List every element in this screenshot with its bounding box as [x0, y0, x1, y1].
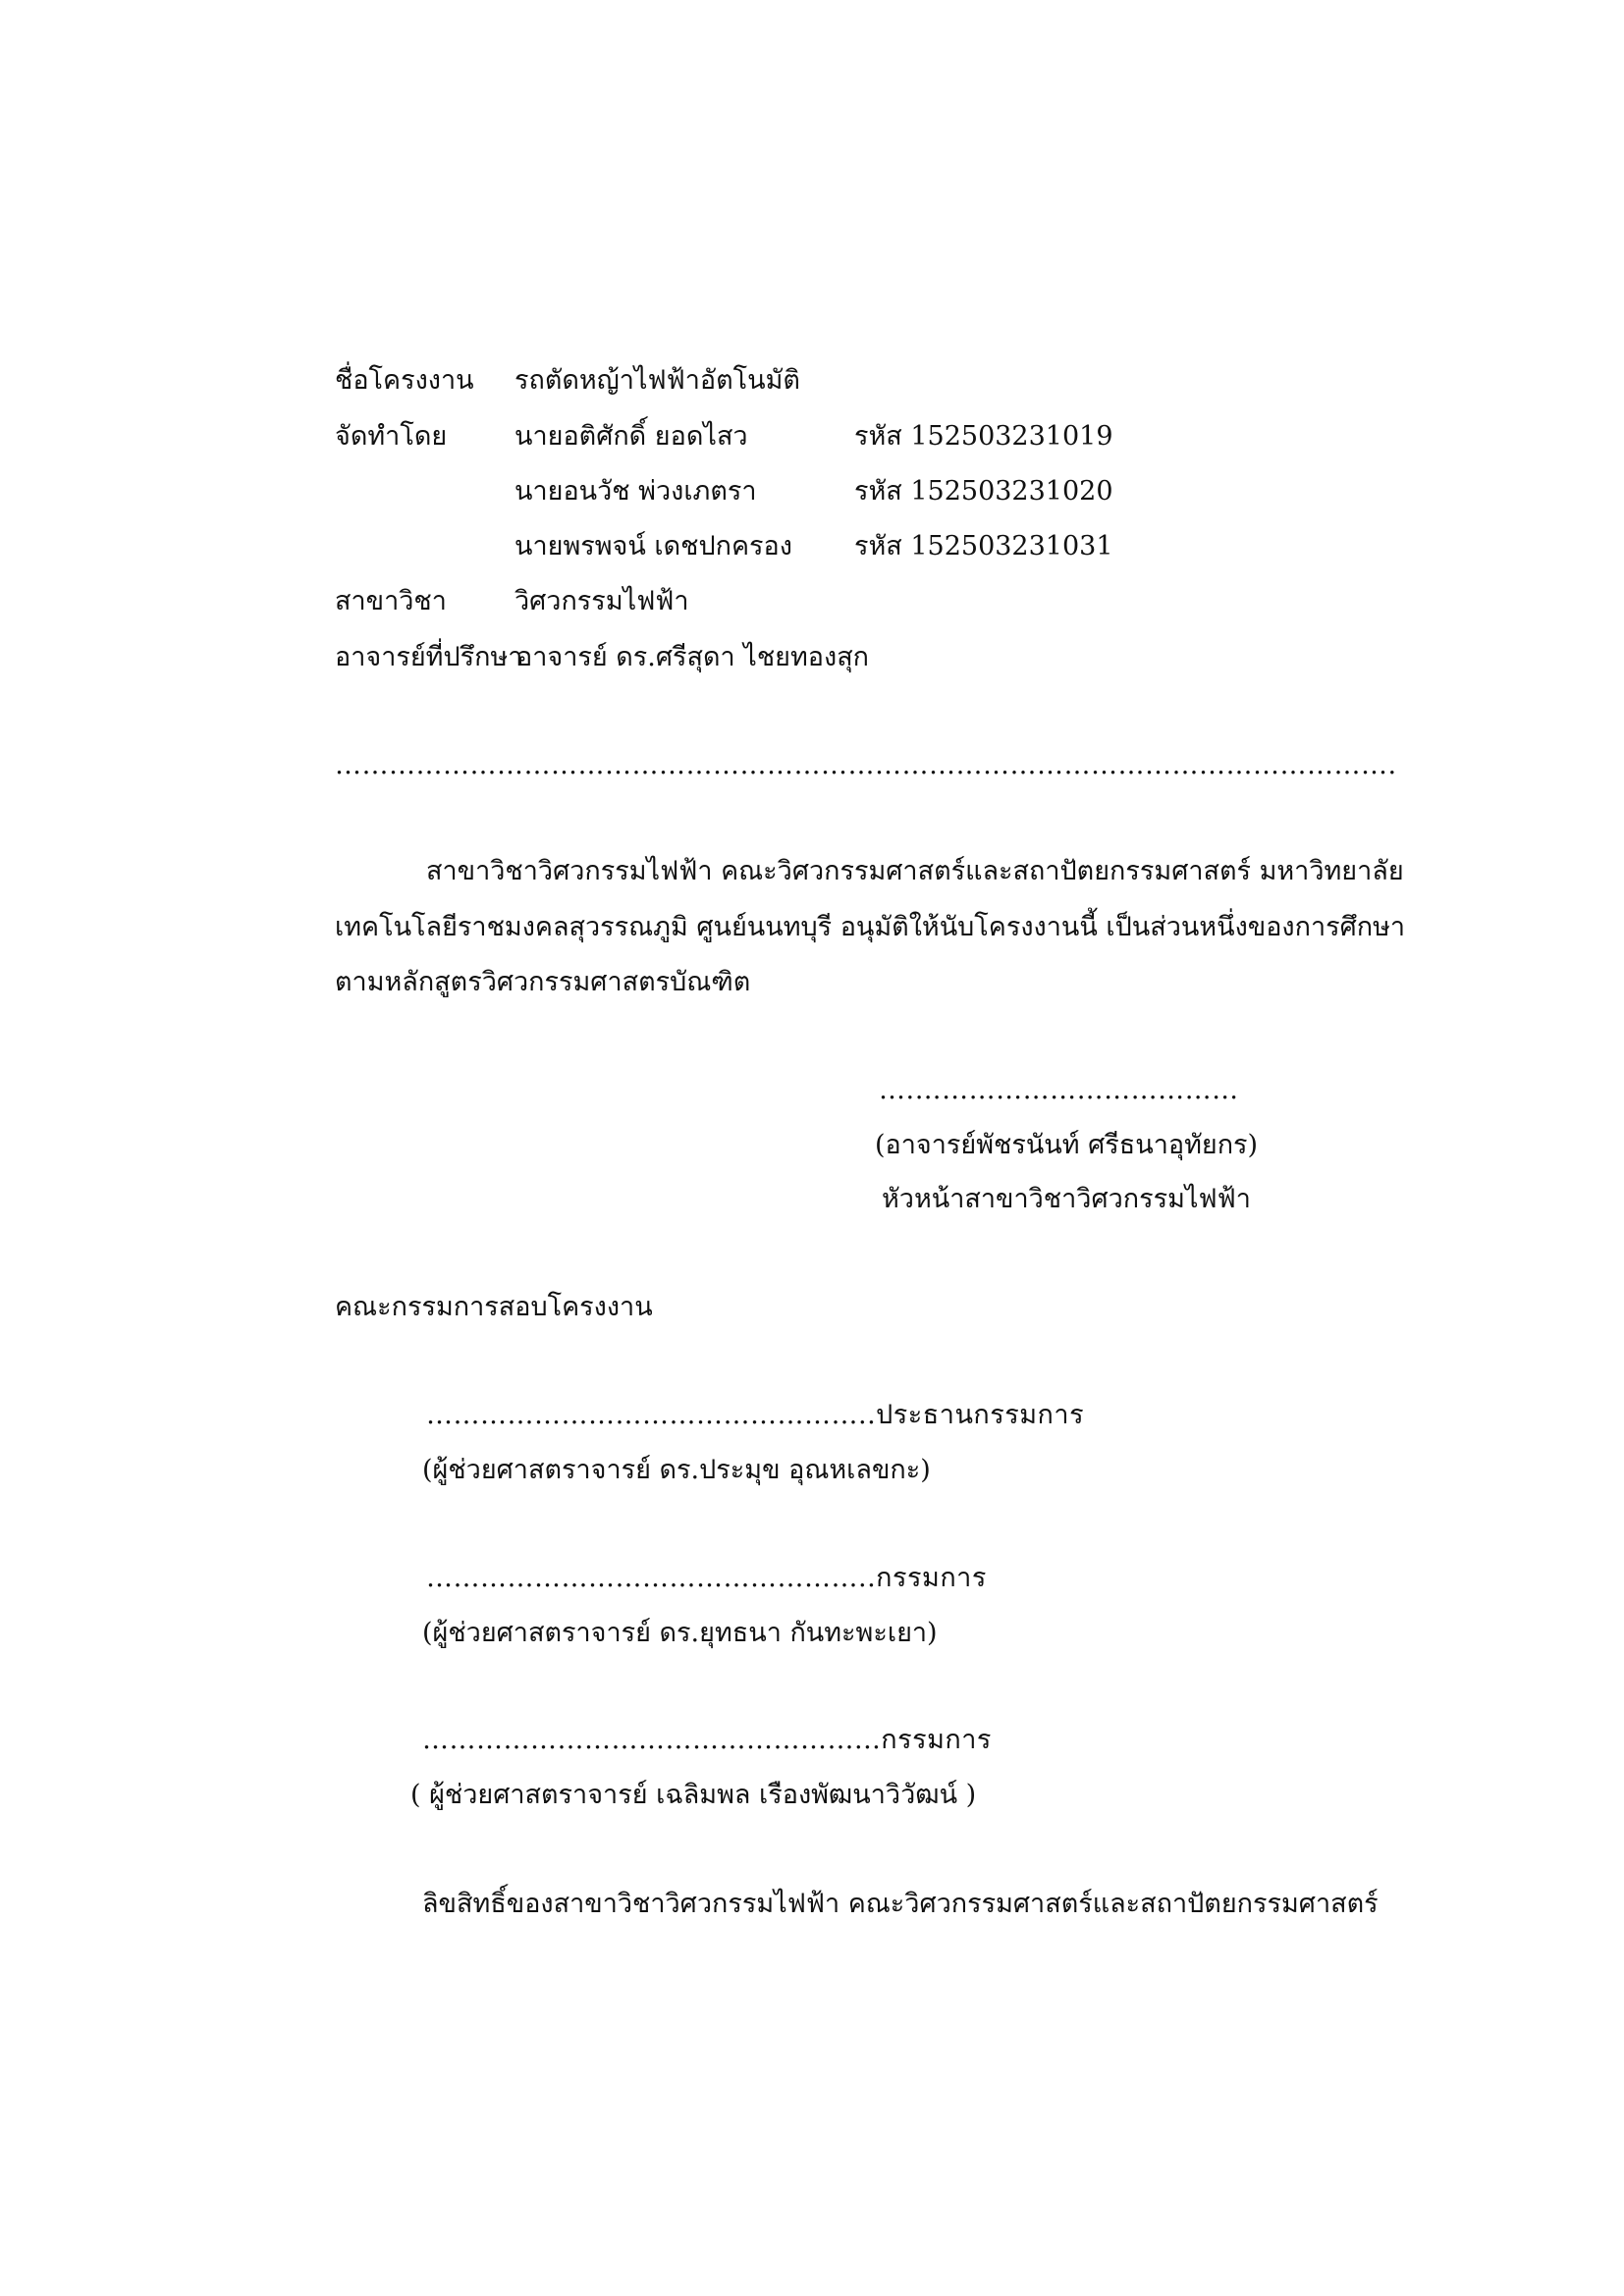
- approval-line-2: เทคโนโลยีราชมงคลสุวรรณภูมิ ศูนย์นนทบุรี อนุมัติให้นับโครงงานนี้ เป็นส่วนหนึ่งของการศึกษา: [335, 912, 1406, 942]
- author-id-2: รหัส 152503231020: [854, 476, 1113, 507]
- committee-heading: คณะกรรมการสอบโครงงาน: [335, 1292, 653, 1322]
- copyright-notice: ลิขสิทธิ์ของสาขาวิชาวิศวกรรมไฟฟ้า คณะวิศวกรรมศาสตร์และสถาปัตยกรรมศาสตร์: [422, 1889, 1379, 1919]
- committee-signature-line-2: …………………………………………..กรรมการ: [426, 1563, 987, 1593]
- approval-line-1: สาขาวิชาวิศวกรรมไฟฟ้า คณะวิศวกรรมศาสตร์และสถาปัตยกรรมศาสตร์ มหาวิทยาลัย: [426, 856, 1404, 886]
- separator-dots: ……………………………………………………………………………………………………….: [335, 750, 1397, 780]
- department-label: สาขาวิชา: [335, 586, 447, 616]
- head-signature-name: (อาจารย์พัชรนันท์ ศรีธนาอุทัยกร): [875, 1130, 1259, 1160]
- project-title-value: รถตัดหญ้าไฟฟ้าอัตโนมัติ: [514, 365, 800, 396]
- head-signature-line: ….………………………………: [879, 1075, 1239, 1105]
- author-id-3: รหัส 152503231031: [854, 531, 1113, 561]
- author-name-3: นายพรพจน์ เดชปกครอง: [514, 531, 792, 561]
- committee-member-name-2: (ผู้ช่วยศาสตราจารย์ ดร.ยุทธนา กันทะพะเยา): [422, 1618, 938, 1648]
- committee-member-name-1: (ผู้ช่วยศาสตราจารย์ ดร.ประมุข อุณหเลขกะ): [422, 1455, 931, 1485]
- prepared-by-label: จัดทำโดย: [335, 421, 448, 452]
- committee-signature-line-3: …………………………………………...กรรมการ: [422, 1725, 992, 1755]
- approval-line-3: ตามหลักสูตรวิศวกรรมศาสตรบัณฑิต: [335, 967, 751, 997]
- author-name-2: นายอนวัช พ่วงเภตรา: [514, 476, 757, 507]
- committee-signature-line-1: …………………………………………..ประธานกรรมการ: [426, 1400, 1085, 1430]
- department-value: วิศวกรรมไฟฟ้า: [514, 586, 689, 616]
- committee-member-name-3: ( ผู้ช่วยศาสตราจารย์ เฉลิมพล เรืองพัฒนาวิวัฒน์ ): [410, 1780, 977, 1810]
- author-name-1: นายอติศักดิ์ ยอดไสว: [514, 421, 748, 452]
- author-id-1: รหัส 152503231019: [854, 421, 1113, 452]
- project-title-label: ชื่อโครงงาน: [335, 365, 474, 396]
- advisor-value: อาจารย์ ดร.ศรีสุดา ไชยทองสุก: [516, 642, 870, 672]
- advisor-label: อาจารย์ที่ปรึกษา: [335, 642, 523, 672]
- head-signature-position: หัวหน้าสาขาวิชาวิศวกรรมไฟฟ้า: [882, 1184, 1251, 1214]
